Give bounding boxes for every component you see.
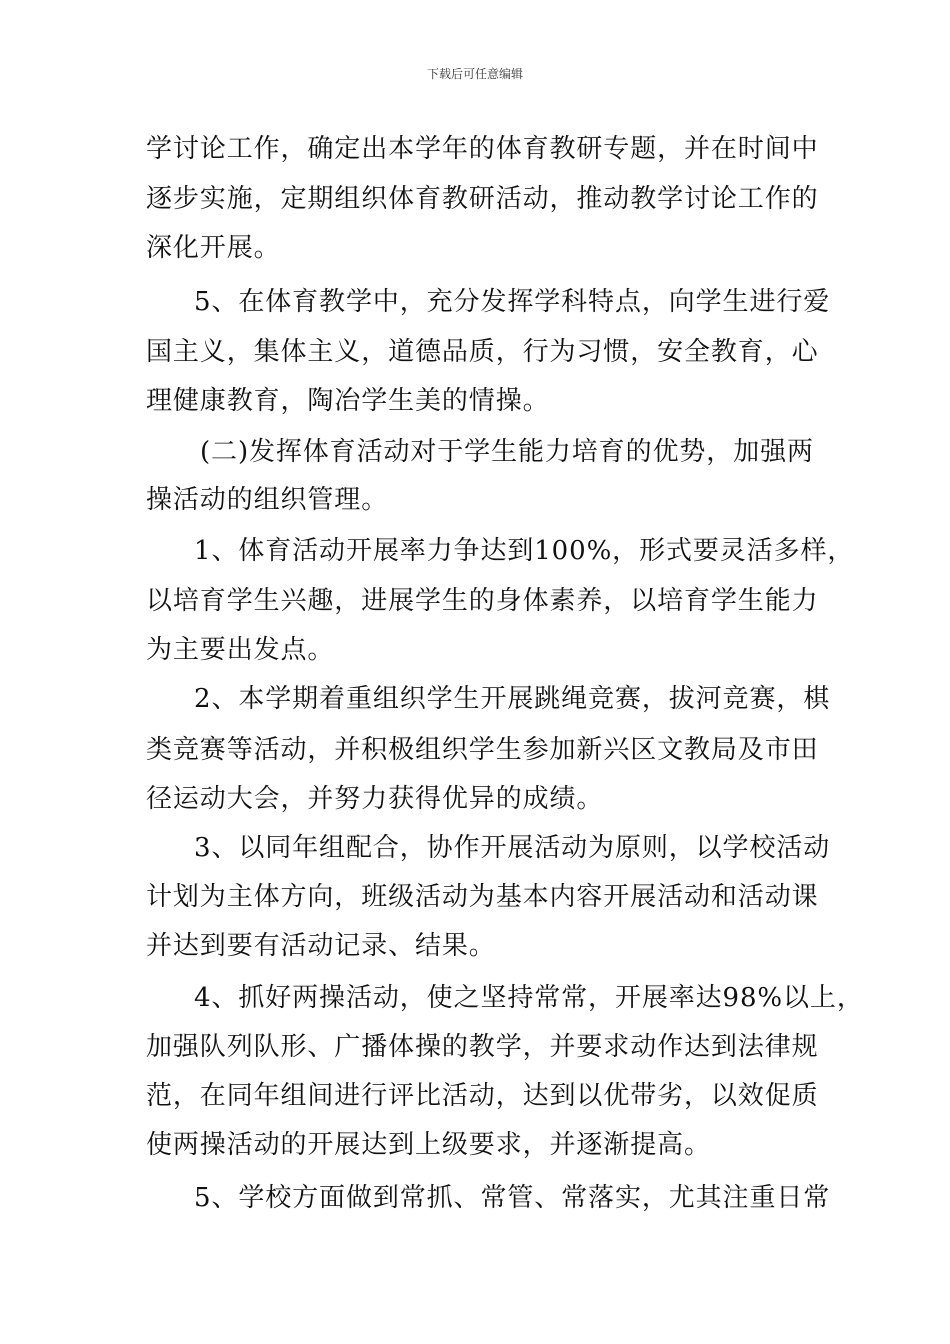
body-line: 理健康教育，陶冶学生美的情操。 xyxy=(146,386,550,416)
body-line: 并达到要有活动记录、结果。 xyxy=(146,931,496,961)
body-line: 5、学校方面做到常抓、常管、常落实，尤其注重日常 xyxy=(194,1183,831,1213)
body-line: 学讨论工作，确定出本学年的体育教研专题，并在时间中 xyxy=(146,134,819,164)
body-line: 使两操活动的开展达到上级要求，并逐渐提高。 xyxy=(146,1130,711,1160)
body-line: 为主要出发点。 xyxy=(146,635,335,665)
body-line: 3、以同年组配合，协作开展活动为原则，以学校活动 xyxy=(194,833,831,863)
body-line: 范，在同年组间进行评比活动，达到以优带劣，以效促质 xyxy=(146,1081,819,1111)
body-line: 国主义，集体主义，道德品质，行为习惯，安全教育，心 xyxy=(146,337,819,367)
body-line: 逐步实施，定期组织体育教研活动，推动教学讨论工作的 xyxy=(146,184,819,214)
body-line: 5、在体育教学中，充分发挥学科特点，向学生进行爱 xyxy=(194,287,831,317)
body-line: 类竞赛等活动，并积极组织学生参加新兴区文教局及市田 xyxy=(146,735,819,765)
body-line: 2、本学期着重组织学生开展跳绳竞赛，拔河竞赛，棋 xyxy=(194,684,831,714)
body-line: 操活动的组织管理。 xyxy=(146,485,389,515)
body-line: 4、抓好两操活动，使之坚持常常，开展率达98%以上， xyxy=(194,983,864,1013)
body-line: 以培育学生兴趣，进展学生的身体素养，以培育学生能力 xyxy=(146,586,819,616)
section-heading: (二)发挥体育活动对于学生能力培育的优势，加强两 xyxy=(200,437,814,467)
body-line: 1、体育活动开展率力争达到100%，形式要灵活多样， xyxy=(194,536,855,566)
body-line: 计划为主体方向，班级活动为基本内容开展活动和活动课 xyxy=(146,882,819,912)
body-line: 加强队列队形、广播体操的教学，并要求动作达到法律规 xyxy=(146,1032,819,1062)
page-header: 下载后可任意编辑 xyxy=(426,67,523,81)
body-line: 径运动大会，并努力获得优异的成绩。 xyxy=(146,784,604,814)
body-line: 深化开展。 xyxy=(146,233,281,263)
